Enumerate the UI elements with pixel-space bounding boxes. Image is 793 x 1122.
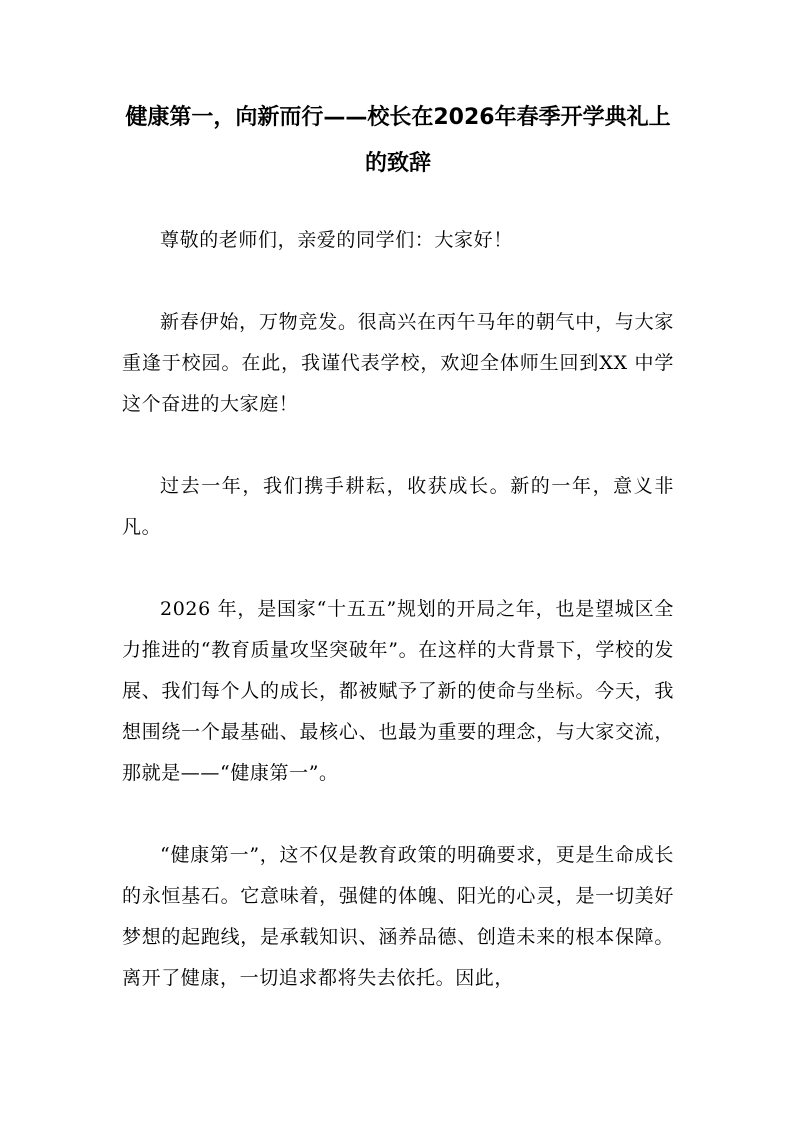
paragraph-health-first: “健康第一”，这不仅是教育政策的明确要求，更是生命成长的永恒基石。它意味着，强健的体魄、阳光的心灵，是一切美好梦想的起跑线，是承载知识、涵养品德、创造未来的根本保障。离开了健康，一切追求都将失去依托。因此，: [122, 844, 674, 989]
paragraph-welcome: 新春伊始，万物竞发。很高兴在丙午马年的朝气中，与大家重逢于校园。在此，我谨代表学校，欢迎全体师生回到XX 中学这个奋进的大家庭！: [122, 311, 674, 415]
paragraph-2026-context: 2026 年，是国家“十五五”规划的开局之年，也是望城区全力推进的“教育质量攻坚突破年”。在这样的大背景下，学校的发展、我们每个人的成长，都被赋予了新的使命与坐标。今天，我想围绕一个最基础、最核心、也最为重要的理念，与大家交流，那就是——“健康第一”。: [122, 598, 674, 784]
paragraph-greeting: 尊敬的老师们，亲爱的同学们：大家好！: [160, 229, 513, 251]
document-body: [122, 220, 674, 1040]
paragraph-past-year: 过去一年，我们携手耕耘，收获成长。新的一年，意义非凡。: [122, 475, 674, 538]
document-title: 健康第一，向新而行——校长在2026年春季开学典礼上的致辞: [125, 105, 671, 176]
